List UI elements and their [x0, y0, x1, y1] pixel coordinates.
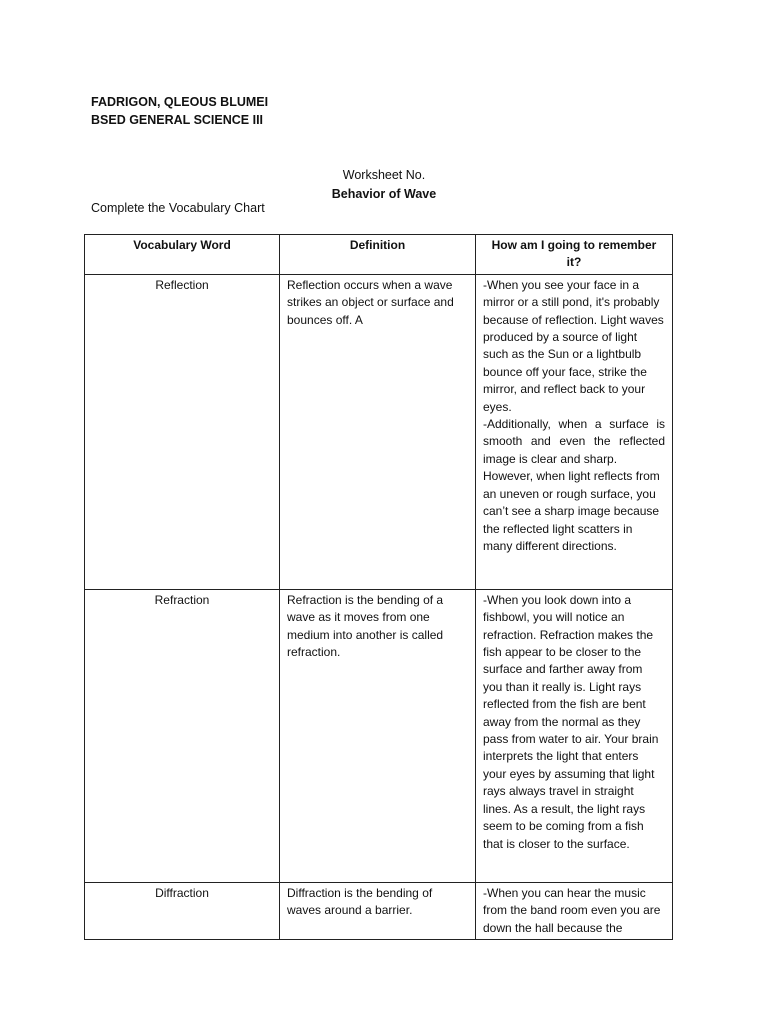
remember-paragraph: -Additionally, when a surface is smooth and even the reflected image is clear and sharp. [483, 417, 665, 466]
definition-cell: Reflection occurs when a wave strikes an object or surface and bounces off. A [280, 274, 476, 589]
definition-cell: Diffraction is the bending of waves around a barrier. [280, 882, 476, 939]
table-row [85, 274, 673, 589]
remember-paragraph: -When you can hear the music from the band room even you are down the hall because the [483, 885, 661, 935]
word-cell: Refraction [85, 589, 280, 882]
vocabulary-chart [84, 234, 673, 940]
remember-cell [476, 589, 673, 882]
table-row [85, 589, 673, 882]
table-header-row [85, 235, 673, 275]
header-remember: How am I going to remember it? [476, 235, 673, 275]
definition-cell: Refraction is the bending of a wave as it moves from one medium into another is called refraction. [280, 589, 476, 882]
remember-cell [476, 882, 673, 939]
worksheet-number: Worksheet No. [342, 168, 426, 182]
student-course: BSED GENERAL SCIENCE III [91, 113, 264, 127]
header-definition: Definition [280, 235, 476, 275]
word-cell: Diffraction [85, 882, 280, 939]
instruction-text: Complete the Vocabulary Chart [91, 201, 265, 215]
remember-paragraph: -When you look down into a fishbowl, you will notice an refraction. Refraction makes the fish appear to be closer to the surface and farther away from you than it really is. Light rays reflected from the fish are bent away from the normal as they pass from water to air. Your brain interprets the light that enters your eyes by assuming that light rays always travel in straight lines. As a result, the light rays seem to be coming from a fish that is closer to the surface. [483, 592, 659, 851]
remember-paragraph: However, when light reflects from an uneven or rough surface, you can’t see a sharp image because the reflected light scatters in many different directions. [483, 469, 660, 553]
table-row [85, 882, 673, 939]
student-name: FADRIGON, QLEOUS BLUMEI [91, 95, 269, 109]
header-vocabulary-word: Vocabulary Word [85, 235, 280, 275]
word-cell: Reflection [85, 274, 280, 589]
remember-paragraph: -When you see your face in a mirror or a still pond, it's probably because of reflection. Light waves produced by a source of light such as the Sun or a lightbulb bounce off your face, strike the mirror, and reflect back to your eyes. [483, 277, 664, 414]
remember-cell [476, 274, 673, 589]
worksheet-title: Behavior of Wave [331, 187, 437, 201]
